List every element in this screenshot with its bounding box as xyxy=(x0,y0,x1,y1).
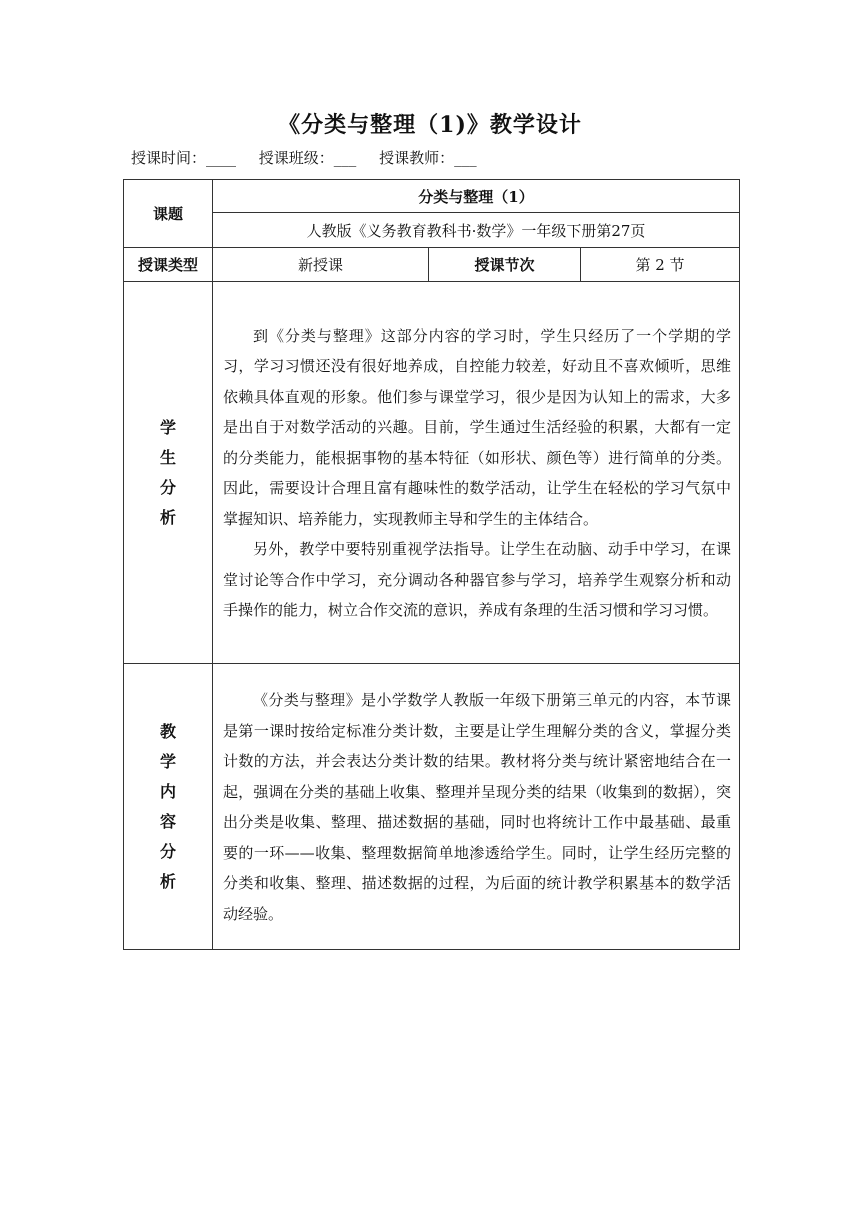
student-analysis-label xyxy=(124,282,213,664)
lesson-type-value: 新授课 xyxy=(213,248,429,282)
content-analysis-label-char: 教 xyxy=(159,721,176,741)
content-analysis-label-char: 分 xyxy=(159,841,176,861)
document-title: 《分类与整理（1)》教学设计 xyxy=(278,112,582,138)
lesson-type-label: 授课类型 xyxy=(124,248,213,282)
lesson-plan-table xyxy=(123,179,740,950)
student-analysis-paragraph: 另外，教学中要特别重视学法指导。让学生在动脑、动手中学习，在课堂讨论等合作中学习，充分调动各种器官参与学习，培养学生观察分析和动手操作的能力，树立合作交流的意识，养成有条理的生活习惯和学习习惯。 xyxy=(223,540,732,619)
lesson-period-label: 授课节次 xyxy=(429,248,581,282)
content-analysis-label-char: 析 xyxy=(159,871,176,891)
lesson-meta xyxy=(131,147,495,168)
topic-source: 人教版《义务教育教科书·数学》一年级下册第27页 xyxy=(213,213,740,248)
content-analysis-paragraph: 《分类与整理》是小学数学人教版一年级下册第三单元的内容，本节课是第一课时按给定标准分类计数，主要是让学生理解分类的含义，掌握分类计数的方法，并会表达分类计数的结果。教材将分类与统计紧密地结合在一起，强调在分类的基础上收集、整理并呈现分类的结果（收集到的数据），突出分类是收集、整理、描述数据的基础，同时也将统计工作中最基础、最重要的一环——收集、整理数据简单地渗透给学生。同时，让学生经历完整的分类和收集、整理、描述数据的过程，为后面的统计教学积累基本的数学活动经验。 xyxy=(223,691,732,923)
lesson-time: 授课时间：____ xyxy=(131,149,237,167)
student-analysis-paragraph: 到《分类与整理》这部分内容的学习时，学生只经历了一个学期的学习，学习习惯还没有很好地养成，自控能力较差，好动且不喜欢倾听，思维依赖具体直观的形象。他们参与课堂学习，很少是因为认知上的需求，大多是出自于对数学活动的兴趣。目前，学生通过生活经验的积累，大都有一定的分类能力，能根据事物的基本特征（如形状、颜色等）进行简单的分类。因此，需要设计合理且富有趣味性的数学活动，让学生在轻松的学习气氛中掌握知识、培养能力，实现教师主导和学生的主体结合。 xyxy=(223,326,732,528)
lesson-class: 授课班级：___ xyxy=(258,149,357,167)
content-analysis-label-char: 学 xyxy=(159,751,176,771)
lesson-period-value: 第 2 节 xyxy=(581,248,740,282)
topic-label: 课题 xyxy=(124,180,213,248)
content-analysis-content xyxy=(213,664,740,950)
topic-value: 分类与整理（1） xyxy=(213,180,740,213)
content-analysis-label xyxy=(124,664,213,950)
student-analysis-label-char: 学 xyxy=(159,417,176,437)
lesson-teacher: 授课教师：___ xyxy=(379,149,477,167)
content-analysis-label-char: 容 xyxy=(159,811,176,831)
student-analysis-label-char: 分 xyxy=(159,477,176,497)
content-analysis-label-char: 内 xyxy=(159,781,176,801)
student-analysis-content xyxy=(213,282,740,664)
student-analysis-label-char: 生 xyxy=(159,447,176,467)
student-analysis-label-char: 析 xyxy=(159,507,176,527)
